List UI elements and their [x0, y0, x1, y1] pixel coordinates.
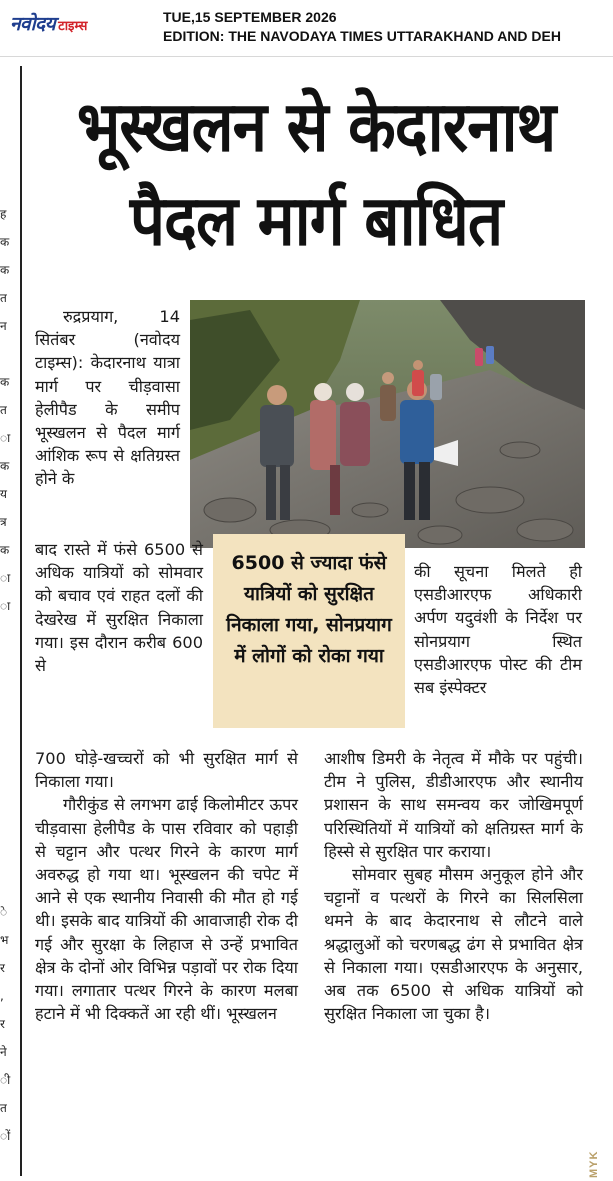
- adjacent-fragment-char: ा: [0, 599, 11, 613]
- masthead-bar: [0, 0, 613, 57]
- article-paragraph-1-bottom: 700 घोड़े-खच्चरों को भी सुरक्षित मार्ग से निकाला गया।: [35, 749, 298, 792]
- newspaper-logo[interactable]: [10, 10, 160, 36]
- pull-quote-box: [213, 534, 405, 728]
- article-headline: [24, 80, 608, 268]
- adjacent-fragment-char: त्र: [0, 515, 7, 529]
- adjacent-fragment-char: ों: [0, 1129, 11, 1143]
- adjacent-fragment-char: त: [0, 291, 7, 305]
- article-column-1-top: [35, 305, 180, 491]
- adjacent-fragment-char: ी: [0, 1073, 11, 1087]
- logo-sub-text: टाइम्स: [58, 18, 88, 34]
- adjacent-fragment-char: ा: [0, 431, 11, 445]
- column-divider: [20, 66, 22, 1176]
- print-stamp: MYK: [588, 1150, 600, 1178]
- article-column-2-bottom: [324, 747, 583, 1025]
- article-paragraph-3-top: की सूचना मिलते ही एसडीआरएफ अधिकारी अर्पण यदुवंशी के निर्देश पर सोनप्रयाग स्थित एसडीआरएफ पोस्ट की टीम सब इंस्पेक्टर: [414, 562, 582, 698]
- adjacent-fragment-char: क: [0, 263, 10, 277]
- adjacent-fragment-char: ह: [0, 207, 7, 221]
- edition-name: EDITION: THE NAVODAYA TIMES UTTARAKHAND AND DEH: [163, 28, 561, 44]
- article-column-1-bottom: [35, 747, 298, 1025]
- adjacent-fragment-char: भ: [0, 933, 9, 947]
- article-paragraph-4: सोमवार सुबह मौसम अनुकूल होने और चट्टानों व पत्थरों के गिरने का सिलसिला थमने के बाद केदारनाथ से लौटने वाले श्रद्धालुओं को चरणबद्ध ढंग से प्रभावित क्षेत्र से निकाला गया। एसडीआरएफ के अनुसार, अब तक 6500 से अधिक यात्रियों को सुरक्षित निकाला जा चुका है।: [324, 865, 583, 1024]
- edition-meta: [163, 8, 613, 46]
- publication-date: TUE,15 SEPTEMBER 2026: [163, 9, 337, 25]
- headline-line-2: पैदल मार्ग बाधित: [129, 179, 503, 262]
- adjacent-fragment-char: क: [0, 543, 10, 557]
- adjacent-article-fragment-lower: [0, 898, 14, 1150]
- article-paragraph-3-rest: आशीष डिमरी के नेतृत्व में मौके पर पहुंची। टीम ने पुलिस, डीडीआरएफ और स्थानीय प्रशासन के साथ समन्वय कर जोखिमपूर्ण परिस्थितियों में यात्रियों को क्षतिग्रस्त मार्ग के हिस्से से सुरक्षित पार कराया।: [324, 749, 583, 861]
- article-paragraph-1-middle: बाद रास्ते में फंसे 6500 से अधिक यात्रियों को सोमवार को बचाव एवं राहत दलों की देखरेख में सुरक्षित निकाला गया। इस दौरान करीब 600 से: [35, 540, 203, 676]
- headline-line-1: भूस्खलन से केदारनाथ: [76, 85, 556, 168]
- adjacent-fragment-char: ने: [0, 1045, 7, 1059]
- adjacent-fragment-char: र: [0, 961, 5, 975]
- adjacent-fragment-char: क: [0, 235, 10, 249]
- news-photo: [190, 300, 585, 548]
- adjacent-fragment-char: क: [0, 459, 10, 473]
- adjacent-fragment-char: य: [0, 487, 7, 501]
- rescue-photo-illustration: [190, 300, 585, 548]
- adjacent-fragment-char: र: [0, 1017, 5, 1031]
- article-column-2-top: [414, 560, 582, 699]
- adjacent-fragment-char: त: [0, 1101, 7, 1115]
- article-paragraph-1-top: रुद्रप्रयाग, 14 सितंबर (नवोदय टाइम्स): केदारनाथ यात्रा मार्ग पर चीड़वासा हेलीपैड के समीप भूस्खलन से पैदल मार्ग आंशिक रूप से क्षतिग्रस्त होने के: [35, 307, 180, 489]
- adjacent-fragment-char: त: [0, 403, 7, 417]
- adjacent-fragment-char: ा: [0, 571, 11, 585]
- adjacent-fragment-char: न: [0, 319, 7, 333]
- adjacent-fragment-char: ,: [0, 989, 4, 1003]
- adjacent-fragment-char: े: [0, 905, 8, 919]
- adjacent-fragment-char: [0, 340, 14, 368]
- pull-quote-text: 6500 से ज्यादा फंसे यात्रियों को सुरक्षित निकाला गया, सोनप्रयाग में लोगों को रोका गया: [226, 552, 392, 667]
- article-column-1-middle: [35, 538, 203, 677]
- adjacent-fragment-char: क: [0, 375, 10, 389]
- adjacent-article-fragment: [0, 200, 14, 620]
- article-paragraph-2: गौरीकुंड से लगभग ढाई किलोमीटर ऊपर चीड़वासा हेलीपैड के पास रविवार को पहाड़ी से चट्टान और पत्थर गिरने के कारण मार्ग अवरुद्ध हो गया था। भूस्खलन की चपेट में आने से एक स्थानीय निवासी की मौत हो गई थी। इसके बाद यात्रियों की आवाजाही रोक दी गई और सुरक्षा के लिहाज से उन्हें प्रभावित क्षेत्र के दोनों ओर विभिन्न पड़ावों पर रोक दिया गया। लगातार पत्थर गिरने के कारण मलबा हटाने में भी दिक्कतें आ रही थीं। भूस्खलन: [35, 795, 298, 1024]
- logo-main-text: नवोदय: [10, 13, 56, 35]
